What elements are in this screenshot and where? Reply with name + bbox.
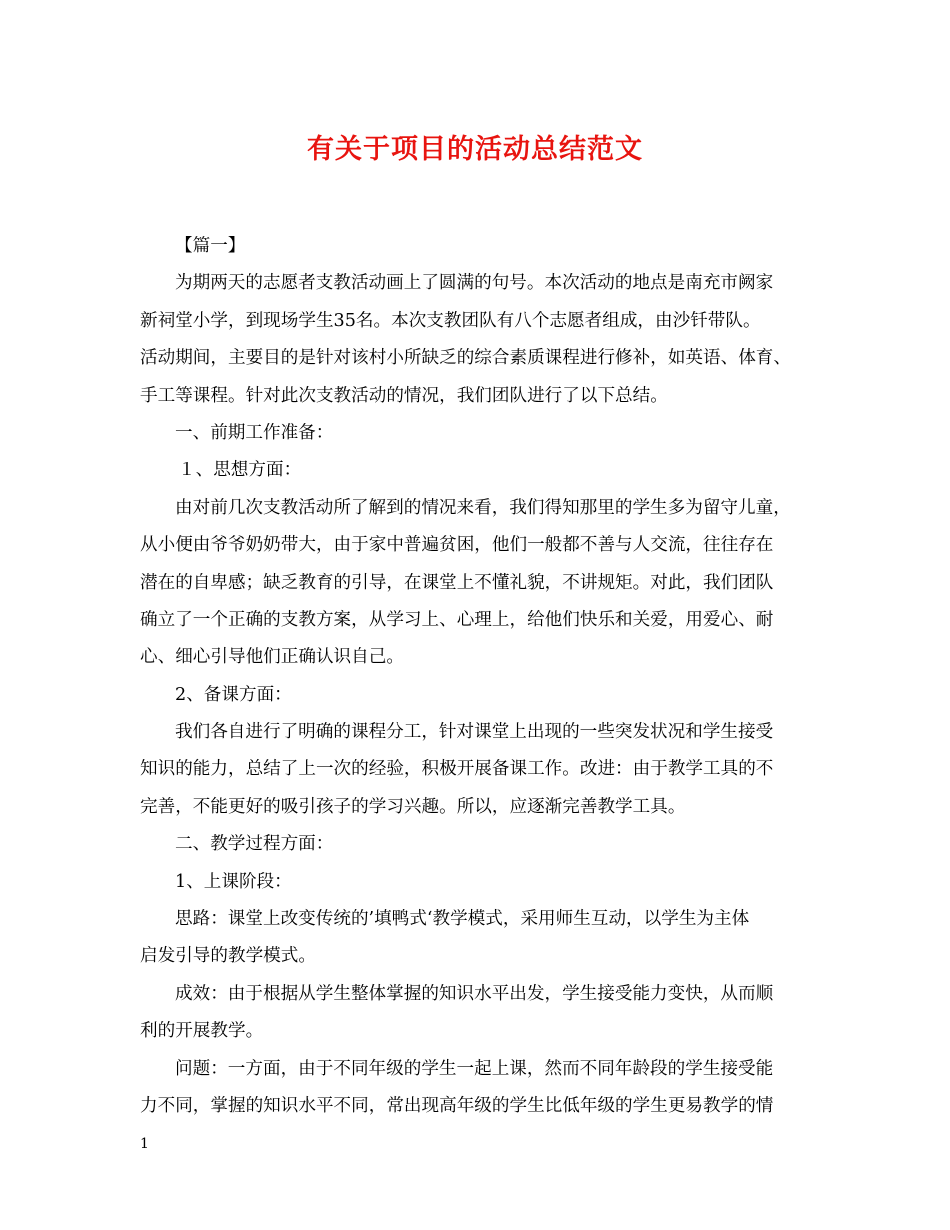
text-line: 活动期间，主要目的是针对该村小所缺乏的综合素质课程进行修补，如英语、体育、 — [140, 348, 791, 369]
text-line: １、思想方面： — [178, 460, 302, 481]
page-number: 1 — [140, 1136, 149, 1152]
text-line: 我们各自进行了明确的课程分工，针对课堂上出现的一些突发状况和学生接受 — [175, 722, 774, 743]
text-line: 2、备课方面： — [175, 684, 292, 705]
text-line: 成效：由于根据从学生整体掌握的知识水平出发，学生接受能力变快，从而顺 — [175, 983, 774, 1004]
text-line: 心、细心引导他们正确认识自己。 — [140, 647, 404, 668]
text-line: 完善，不能更好的吸引孩子的学习兴趣。所以，应逐渐完善教学工具。 — [140, 796, 686, 817]
text-line: 二、教学过程方面： — [175, 834, 334, 855]
text-line: 力不同，掌握的知识水平不同，常出现高年级的学生比低年级的学生更易教学的情 — [140, 1095, 774, 1116]
text-line: 知识的能力，总结了上一次的经验，积极开展备课工作。改进：由于教学工具的不 — [140, 759, 774, 780]
text-line: 1、上课阶段： — [175, 871, 292, 892]
document-title: 有关于项目的活动总结范文 — [307, 134, 643, 165]
text-line: 利的开展教学。 — [140, 1021, 264, 1042]
text-line: 问题：一方面，由于不同年级的学生一起上课，然而不同年龄段的学生接受能 — [175, 1058, 774, 1079]
document-body — [140, 228, 830, 1125]
text-line: 启发引导的教学模式。 — [140, 946, 316, 967]
text-line: 一、前期工作准备： — [175, 422, 334, 443]
text-line: 确立了一个正确的支教方案，从学习上、心理上，给他们快乐和关爱，用爱心、耐 — [140, 609, 774, 630]
text-line: 思路：课堂上改变传统的’填鸭式‘教学模式，采用师生互动，以学生为主体 — [175, 909, 750, 930]
text-line: 新祠堂小学，到现场学生35名。本次支教团队有八个志愿者组成，由沙钎带队。 — [140, 310, 761, 331]
text-line: 【篇一】 — [175, 236, 246, 256]
text-line: 潜在的自卑感；缺乏教育的引导，在课堂上不懂礼貌，不讲规矩。对此，我们团队 — [140, 572, 774, 593]
text-line: 由对前几次支教活动所了解到的情况来看，我们得知那里的学生多为留守儿童， — [175, 497, 791, 518]
text-line: 手工等课程。针对此次支教活动的情况，我们团队进行了以下总结。 — [140, 385, 668, 406]
text-line: 从小便由爷爷奶奶带大，由于家中普遍贫困，他们一般都不善与人交流，往往存在 — [140, 535, 774, 556]
text-line: 为期两天的志愿者支教活动画上了圆满的句号。本次活动的地点是南充市阙家 — [175, 273, 774, 294]
